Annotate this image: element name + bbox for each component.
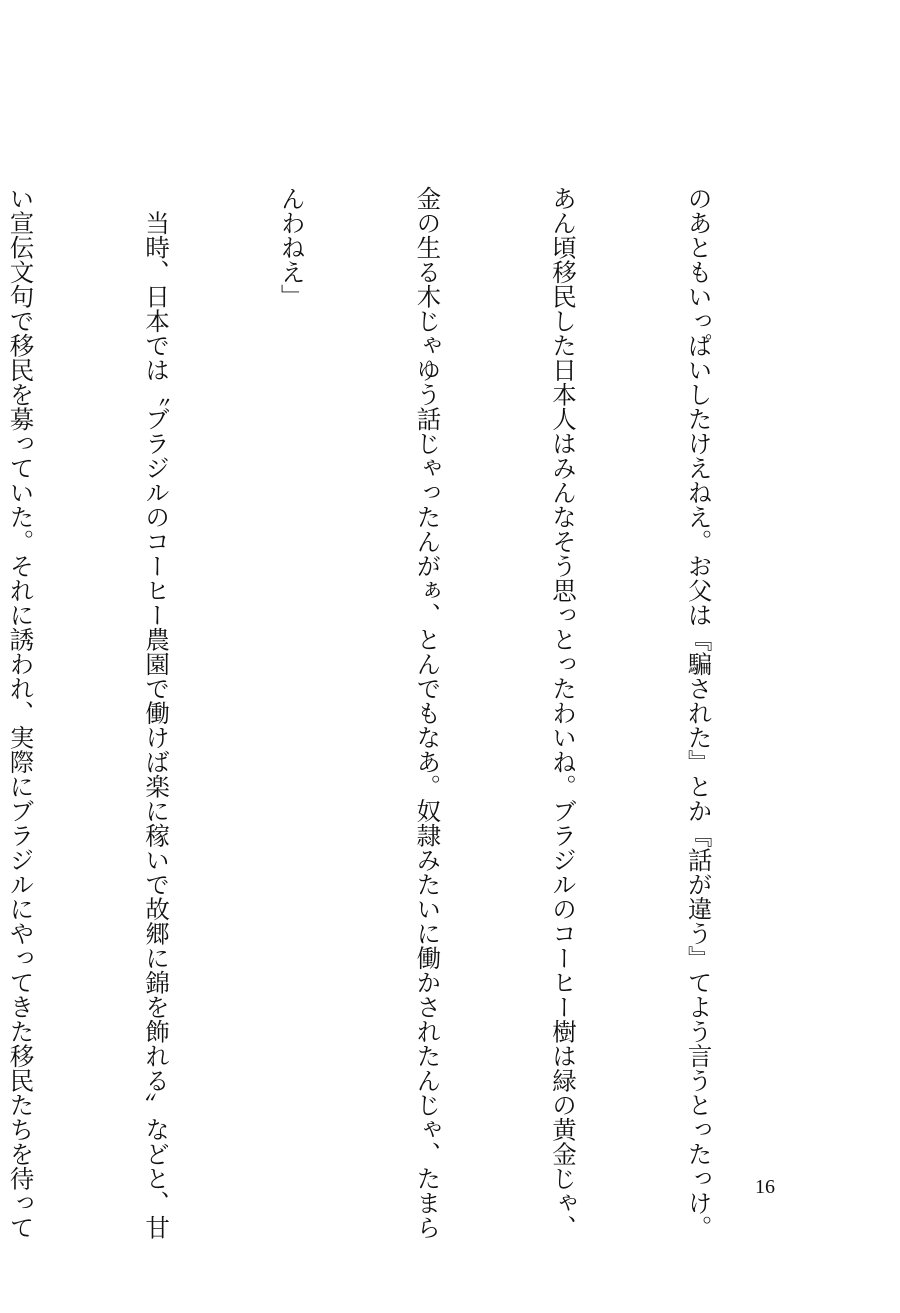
text-line: 金の生る木じゃゆう話じゃったんがぁ、とんでもなあ。奴隷みたいに働かされたんじゃ、たまら xyxy=(413,186,443,1240)
text-line: い宣伝文句で移民を募っていた。それに誘われ、実際にブラジルにやってきた移民たちを待って xyxy=(6,186,36,1240)
text-line: んわねえ」 xyxy=(277,186,307,309)
text-line: のあともいっぱいしたけえねえ。お父は『騙された』とか『話が違う』てよう言うとったっけ。 xyxy=(684,186,714,1240)
text-line: 当時、日本では〝ブラジルのコーヒー農園で働けば楽に稼いで故郷に錦を飾れる〟などと、甘 xyxy=(142,186,172,1240)
page-number: 16 xyxy=(755,1176,775,1198)
text-line: あん頃移民した日本人はみんなそう思っとったわいね。ブラジルのコーヒー樹は緑の黄金じゃ、 xyxy=(548,186,578,1240)
